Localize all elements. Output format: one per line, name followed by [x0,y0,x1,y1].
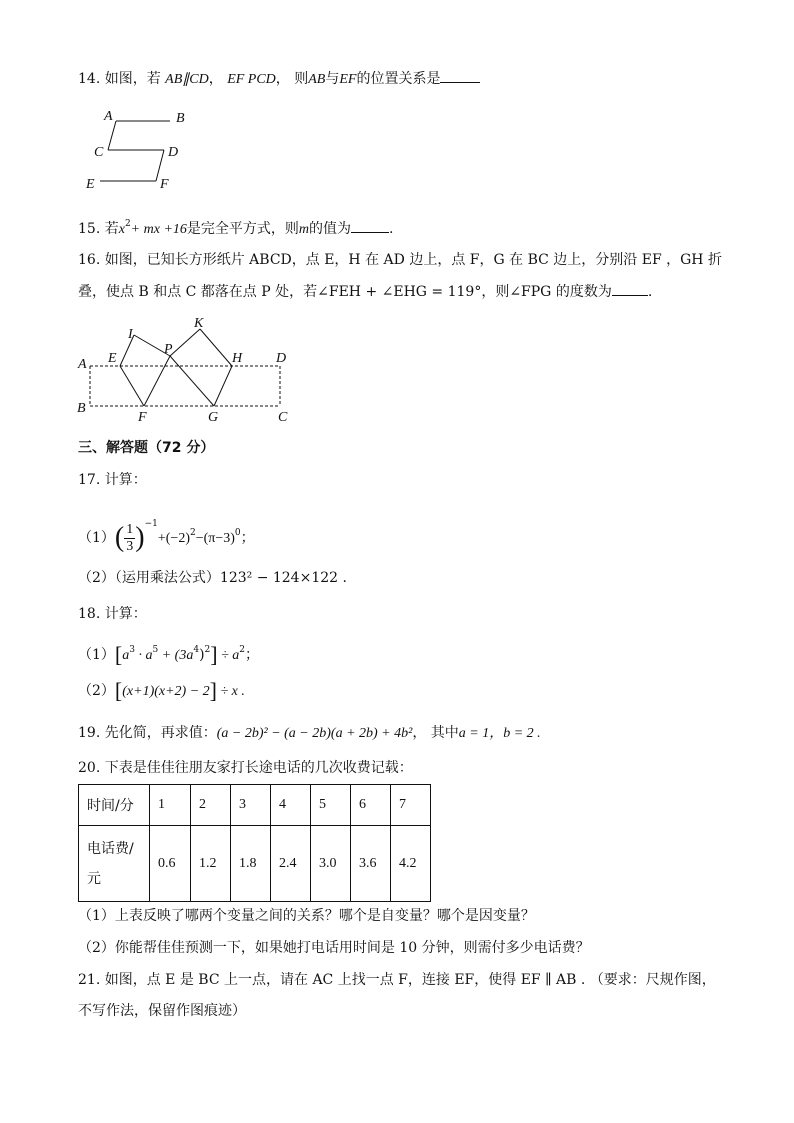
table-cell: 1.2 [191,826,231,902]
q18-title: 18. 计算： [78,606,147,622]
table-cell: 1.8 [231,826,271,902]
table-cell: 4.2 [391,826,431,902]
q16-label-F: F [138,410,147,425]
q16-label-D: D [276,351,287,366]
q16-label-G: G [208,410,219,425]
table-row [79,826,431,902]
table-cell: 6 [351,785,391,826]
q16-label-B: B [77,401,86,416]
q14-label-A: A [104,109,113,124]
answer-blank[interactable] [440,68,480,83]
q14-label-E: E [86,177,95,192]
q17-part1: （1）( $\frac{1}{3}$ )$^{-1}+(-2)^2-(\pi-3)^0$； [78,519,255,554]
table-header-cell: 电话费/ 元 [79,826,150,902]
fraction: $\frac{1}{3}$ [126,521,134,554]
table-cell: 2 [191,785,231,826]
q16-label-K: K [194,316,204,331]
q20-title: 20. 下表是佳佳往朋友家打长途电话的几次收费记载： [78,760,413,776]
table-cell: 1 [150,785,191,826]
table-cell: 3.0 [311,826,351,902]
q14-figure [80,104,200,194]
q14-label-D: D [168,145,179,160]
q14-label-C: C [94,145,104,160]
q16-line2: 叠，使点 B 和点 C 都落在点 P 处，若∠FEH + ∠EHG = 119°，则∠FPG 的度数为 . [78,281,652,302]
q16-figure [74,310,304,425]
table-cell: 3 [231,785,271,826]
section-heading: 三、解答题（72 分） [78,440,215,456]
q14-cond1: AB∥CD [165,72,209,87]
q21-line1: 21. 如图，点 E 是 BC 上一点，请在 AC 上找一点 F，连接 EF，使得 EF ∥ AB . （要求：尺规作图， [78,972,716,988]
q17-title: 17. 计算： [78,472,147,488]
q17-part2: （2）（运用乘法公式）123² − 124×122 . [78,570,347,586]
q19-expression: (a − 2b)² − (a − 2b)(a + 2b) + 4b² [216,726,413,741]
q16-label-A: A [78,357,87,372]
q14-cond2: EF PCD [227,72,276,87]
q20-sub1: （1）上表反映了哪两个变量之间的关系？哪个是自变量？哪个是因变量？ [78,908,535,924]
q14-text: 14. 如图，若 AB∥CD， EF PCD， 则AB与EF的位置关系是 [78,68,480,90]
table-cell: 0.6 [150,826,191,902]
q18-part2: （2）[(x+1)(x+2) − 2] ÷ x . [78,678,245,703]
q16-label-I: I [128,327,133,342]
table-cell: 7 [391,785,431,826]
phone-fee-table [78,784,431,902]
q16-label-C: C [278,410,288,425]
table-cell: 4 [271,785,311,826]
table-header-cell: 时间/分 [79,785,150,826]
q18-part1: $(1)[a^3 \cdot a^5 + (3a^4)^2] \div a^2$； [78,642,260,667]
answer-blank[interactable] [351,218,389,233]
answer-blank[interactable] [612,281,648,296]
q15-text: 15. 若$x^2+$ mx +16是完全平方式，则m的值为 . [78,219,394,237]
q14-label-F: F [160,177,169,192]
table-cell: 5 [311,785,351,826]
q16-label-H: H [232,351,243,366]
table-row [79,785,431,826]
q21-line2: 不写作法，保留作图痕迹） [78,1003,246,1019]
q16-line1: 16. 如图，已知长方形纸片 ABCD，点 E，H 在 AD 边上，点 F，G 在 BC 边上，分别沿 EF ，GH 折 [78,252,722,268]
q20-sub2: （2）你能帮佳佳预测一下，如果她打电话用时间是 10 分钟，则需付多少电话费？ [78,940,590,956]
q14-label-B: B [176,111,185,126]
q16-label-E: E [108,351,117,366]
q19-text: 19. 先化简，再求值：(a − 2b)² − (a − 2b)(a + 2b) + 4b²， 其中a = 1，b = 2 . [78,725,541,741]
table-cell: 2.4 [271,826,311,902]
table-cell: 3.6 [351,826,391,902]
q16-label-P: P [164,342,173,357]
